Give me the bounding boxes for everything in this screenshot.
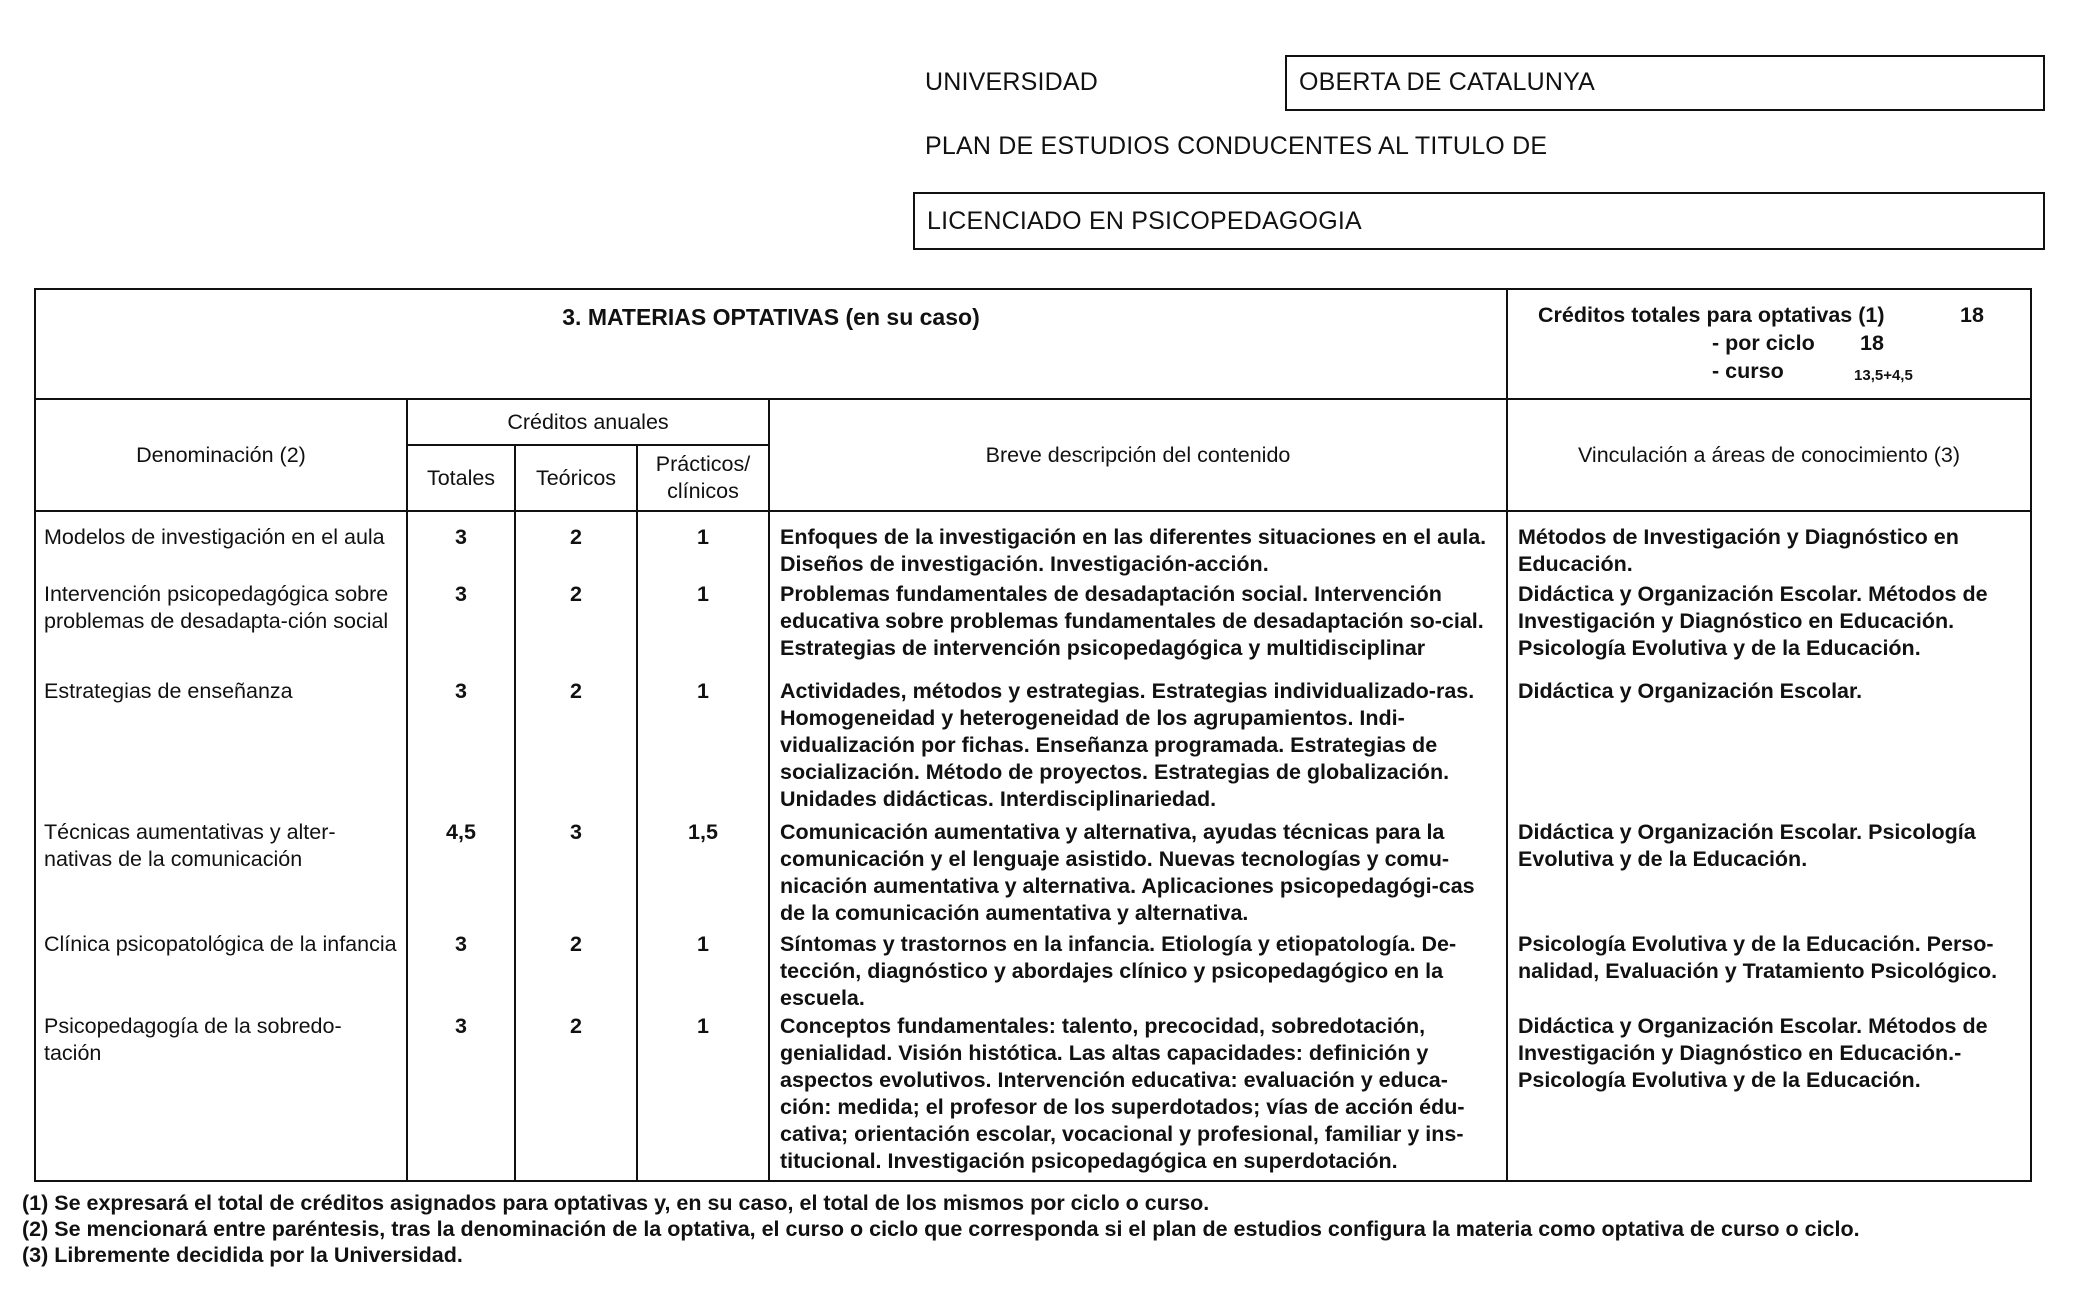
- cell-descripcion: Actividades, métodos y estrategias. Estrategias individualizado-ras. Homogeneidad y heterogeneidad de los agrupamientos. Indi-vidualización por fichas. Enseñanza programada. Estrategias de socialización. Método de proyectos. Estrategias de globalización. Unidades didácticas. Interdisciplinariedad.: [769, 678, 1507, 819]
- table-body: [35, 511, 2031, 1181]
- footnote-2: (2) Se mencionará entre paréntesis, tras la denominación de la optativa, el curso o ciclo que corresponda si el plan de estudios configura la materia como optativa de curso o ciclo.: [22, 1217, 1860, 1241]
- credits-summary: [1507, 289, 2031, 399]
- cell-totales: 3: [407, 1013, 515, 1181]
- cell-totales: 3: [407, 678, 515, 819]
- table-row: [35, 581, 2031, 678]
- cell-denominacion: Estrategias de enseñanza: [35, 678, 407, 819]
- credits-total-label: Créditos totales para optativas (1): [1538, 303, 1885, 327]
- cell-teoricos: 2: [515, 1013, 637, 1181]
- table-row: [35, 511, 2031, 581]
- table-row: [35, 678, 2031, 819]
- footnote-3: (3) Libremente decidida por la Universidad.: [22, 1243, 463, 1267]
- col-header-descripcion: Breve descripción del contenido: [769, 399, 1507, 511]
- degree-title-box: [913, 192, 2045, 250]
- cell-teoricos: 2: [515, 581, 637, 678]
- cell-teoricos: 2: [515, 678, 637, 819]
- cell-teoricos: 2: [515, 931, 637, 1013]
- cell-totales: 3: [407, 931, 515, 1013]
- university-name: OBERTA DE CATALUNYA: [1299, 68, 1595, 96]
- cell-denominacion: Modelos de investigación en el aula: [35, 511, 407, 581]
- cell-practicos: 1: [637, 1013, 769, 1181]
- cell-denominacion: Psicopedagogía de la sobredo-tación: [35, 1013, 407, 1181]
- cell-practicos: 1: [637, 931, 769, 1013]
- cell-totales: 4,5: [407, 819, 515, 931]
- university-name-box: [1285, 55, 2045, 111]
- table-row: [35, 931, 2031, 1013]
- table-row: [35, 1013, 2031, 1181]
- cell-descripcion: Comunicación aumentativa y alternativa, ayudas técnicas para la comunicación y el lenguaje asistido. Nuevas tecnologías y comu-nicación aumentativa y alternativa. Aplicaciones psicopedagógi-cas de la comunicación aumentativa y alternativa.: [769, 819, 1507, 931]
- col-header-creditos-anuales: Créditos anuales: [407, 399, 769, 445]
- cell-descripcion: Conceptos fundamentales: talento, precocidad, sobredotación, genialidad. Visión histótica. Las altas capacidades: definición y aspectos evolutivos. Intervención educativa: evaluación y educa-ción: medida; el profesor de los superdotados; vías de acción édu-cativa; orientación escolar, vocacional y profesional, familiar y ins-titucional. Investigación psicopedagógica en superdotación.: [769, 1013, 1507, 1181]
- cell-vinculacion: Psicología Evolutiva y de la Educación. Perso-nalidad, Evaluación y Tratamiento Psicológico.: [1507, 931, 2031, 1013]
- cell-totales: 3: [407, 581, 515, 678]
- cell-vinculacion: Didáctica y Organización Escolar.: [1507, 678, 2031, 819]
- optional-subjects-table: [34, 288, 2032, 1182]
- cell-denominacion: Clínica psicopatológica de la infancia: [35, 931, 407, 1013]
- footnote-1: (1) Se expresará el total de créditos asignados para optativas y, en su caso, el total de los mismos por ciclo o curso.: [22, 1191, 1210, 1215]
- cell-practicos: 1: [637, 511, 769, 581]
- cell-vinculacion: Métodos de Investigación y Diagnóstico en Educación.: [1507, 511, 2031, 581]
- plan-label: PLAN DE ESTUDIOS CONDUCENTES AL TITULO DE: [925, 132, 1548, 160]
- cell-teoricos: 3: [515, 819, 637, 931]
- table-row: [35, 819, 2031, 931]
- col-header-teoricos: Teóricos: [515, 445, 637, 511]
- university-label: UNIVERSIDAD: [925, 68, 1099, 96]
- cell-descripcion: Síntomas y trastornos en la infancia. Etiología y etiopatología. De-tección, diagnóstico y abordajes clínico y psicopedagógico en la escuela.: [769, 931, 1507, 1013]
- cell-descripcion: Enfoques de la investigación en las diferentes situaciones en el aula. Diseños de investigación. Investigación-acción.: [769, 511, 1507, 581]
- credits-cycle-label: - por ciclo: [1712, 331, 1815, 355]
- col-header-totales: Totales: [407, 445, 515, 511]
- footnotes: [22, 1190, 1860, 1268]
- col-header-practicos: Prácticos/ clínicos: [637, 445, 769, 511]
- table-title-row: [35, 289, 2031, 399]
- credits-course-value: 13,5+4,5: [1854, 367, 1913, 384]
- credits-total-value: 18: [1960, 303, 1984, 327]
- cell-denominacion: Intervención psicopedagógica sobre problemas de desadapta-ción social: [35, 581, 407, 678]
- col-header-vinculacion: Vinculación a áreas de conocimiento (3): [1507, 399, 2031, 511]
- cell-descripcion: Problemas fundamentales de desadaptación social. Intervención educativa sobre problemas fundamentales de desadaptación so-cial. Estrategias de intervención psicopedagógica y multidisciplinar: [769, 581, 1507, 678]
- cell-teoricos: 2: [515, 511, 637, 581]
- table-title: 3. MATERIAS OPTATIVAS (en su caso): [35, 289, 1507, 399]
- cell-practicos: 1: [637, 678, 769, 819]
- credits-course-label: - curso: [1712, 359, 1784, 383]
- cell-vinculacion: Didáctica y Organización Escolar. Métodos de Investigación y Diagnóstico en Educación. Psicología Evolutiva y de la Educación.: [1507, 581, 2031, 678]
- col-header-denominacion: Denominación (2): [35, 399, 407, 511]
- column-header-row-1: [35, 399, 2031, 445]
- degree-title: LICENCIADO EN PSICOPEDAGOGIA: [927, 207, 1362, 235]
- cell-practicos: 1: [637, 581, 769, 678]
- cell-vinculacion: Didáctica y Organización Escolar. Métodos de Investigación y Diagnóstico en Educación.- Psicología Evolutiva y de la Educación.: [1507, 1013, 2031, 1181]
- cell-vinculacion: Didáctica y Organización Escolar. Psicología Evolutiva y de la Educación.: [1507, 819, 2031, 931]
- cell-totales: 3: [407, 511, 515, 581]
- cell-denominacion: Técnicas aumentativas y alter-nativas de la comunicación: [35, 819, 407, 931]
- credits-cycle-value: 18: [1860, 331, 1884, 355]
- cell-practicos: 1,5: [637, 819, 769, 931]
